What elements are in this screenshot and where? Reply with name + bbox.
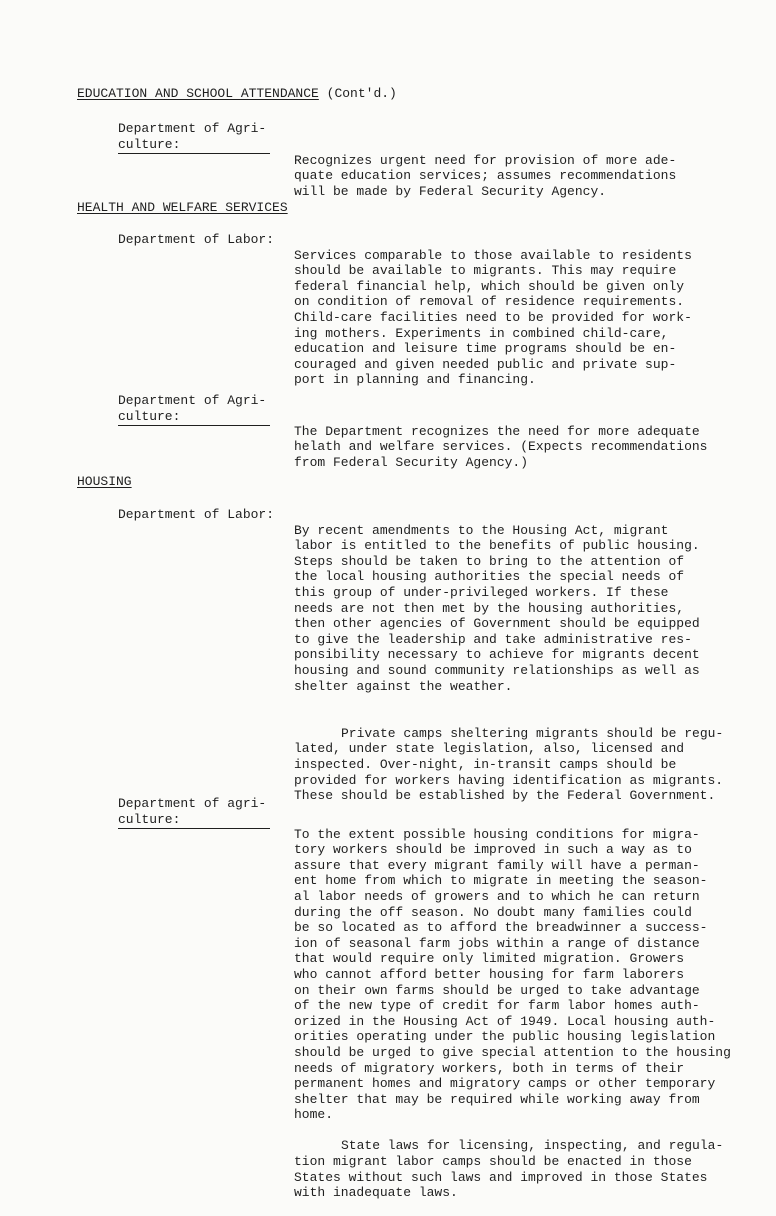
dept-agriculture-education: Department of Agri- culture: (118, 121, 270, 154)
section-heading-housing (77, 474, 132, 490)
section-heading-education-suffix: (Cont'd.) (318, 86, 397, 101)
paragraph: Private camps sheltering migrants should be regu- lated, under state legislation, also, licensed and inspected. Over-night, in-transit camps should be provided for workers having identification as migrants. These should be established by the Federal Government. (294, 725, 724, 804)
text-labor-health (294, 232, 740, 404)
paragraph: State laws for licensing, inspecting, and regula- tion migrant labor camps should be enacted in those States without such laws and improved in those States with inadequate laws. (294, 1138, 724, 1201)
section-heading-health-title: HEALTH AND WELFARE SERVICES (77, 200, 288, 215)
section-heading-housing-title: HOUSING (77, 474, 132, 489)
paragraph: By recent amendments to the Housing Act, migrant labor is entitled to the benefits of public housing. Steps should be taken to bring to the attention of the local housing authorities the special needs of this group of under-privileged workers. If these needs are not then met by the housing authorities, then other agencies of Government should be equipped to give the leadership and take administrative res- ponsibility necessary to achieve for migrants decent housing and sound community relationships as well as shelter against the weather. (294, 522, 700, 694)
paragraph: The Department recognizes the need for more adequate helath and welfare services. (Expects recommendations from Federal Security Agency.) (294, 423, 708, 470)
paragraph: Services comparable to those available to residents should be available to migrants. This may require federal financial help, which should be given only on condition of removal of residence requirements. Child-care facilities need to be provided for work- ing mothers. Experiments in combined child-care, education and leisure time programs should be en- couraged and given needed public and private sup- port in planning and financing. (294, 247, 692, 388)
dept-agriculture-health: Department of Agri- culture: (118, 393, 270, 426)
text-labor-housing (294, 507, 740, 819)
section-heading-education-title: EDUCATION AND SCHOOL ATTENDANCE (77, 86, 319, 101)
dept-labor-housing: Department of Labor: (118, 507, 275, 522)
text-agriculture-education (294, 137, 740, 215)
dept-agriculture-housing: Department of agri- culture: (118, 796, 270, 829)
section-heading-education (77, 86, 397, 102)
section-heading-health (77, 200, 288, 216)
dept-labor-health: Department of Labor: (118, 232, 275, 247)
text-agriculture-health (294, 408, 740, 486)
paragraph: Recognizes urgent need for provision of more ade- quate education services; assumes recommendations will be made by Federal Security Agency. (294, 152, 677, 199)
text-agriculture-housing (294, 811, 740, 1216)
paragraph: To the extent possible housing conditions for migra- tory workers should be improved in such a way as to assure that every migrant family will have a perman- ent home from which to migrate in meeting the season- al labor needs of growers and to which he can return during the off season. No doubt many families could be so located as to afford the breadwinner a success- ion of seasonal farm jobs within a range of distance that would require only limited migration. Growers who cannot afford better housing for farm laborers on their own farms should be urged to take advantage of the new type of credit for farm labor homes auth- orized in the Housing Act of 1949. Local housing auth- orities operating under the public housing legislation should be urged to give special attention to the housing needs of migratory workers, both in terms of their permanent homes and migratory camps or other temporary shelter that may be required while working away from home. (294, 826, 731, 1123)
